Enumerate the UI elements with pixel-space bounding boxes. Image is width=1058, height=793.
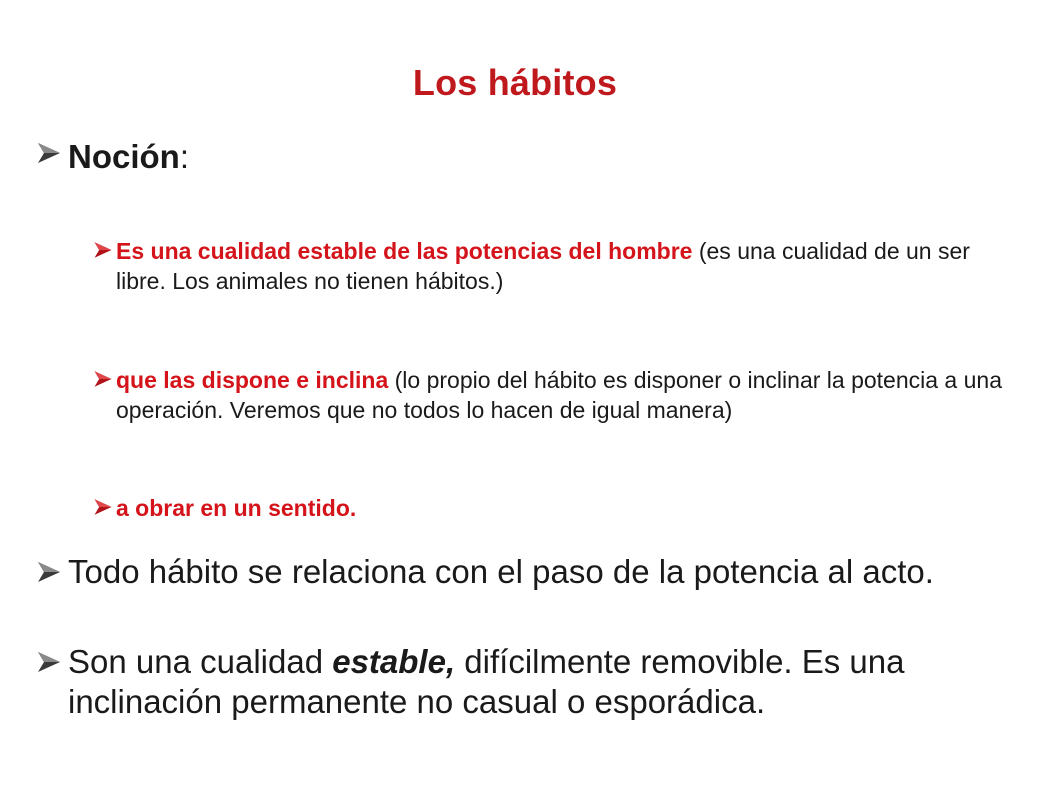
sub-bullet-cualidad	[93, 236, 1013, 296]
bullet-nocion	[36, 137, 1016, 177]
bullet-son-cualidad	[36, 642, 1016, 722]
son-emph: estable,	[332, 643, 456, 680]
son-before: Son una cualidad	[68, 643, 333, 680]
arrow-bullet-icon	[36, 649, 68, 675]
nocion-label: Noción	[68, 138, 180, 175]
arrow-bullet-icon	[93, 369, 116, 389]
arrow-bullet-icon	[36, 559, 68, 585]
sub1-highlight: Es una cualidad estable de las potencias del hombre	[116, 238, 693, 264]
sub3-highlight: a obrar en un sentido.	[116, 495, 357, 521]
son-after: difícilmente removible. Es una inclinación permanente no casual o esporádica.	[68, 643, 905, 720]
nocion-colon: :	[179, 138, 189, 175]
todo-text: Todo hábito se relaciona con el paso de la potencia al acto.	[68, 553, 934, 590]
sub-bullet-obrar	[93, 493, 1013, 523]
arrow-bullet-icon	[93, 240, 116, 260]
arrow-bullet-icon	[93, 497, 116, 517]
sub1-rest: (es una cualidad de un ser libre. Los animales no tienen hábitos.)	[116, 238, 970, 294]
arrow-bullet-icon	[36, 140, 68, 166]
bullet-todo-habito	[36, 552, 1016, 592]
sub2-highlight: que las dispone e inclina	[116, 367, 389, 393]
slide-title: Los hábitos	[412, 62, 618, 103]
sub-bullet-dispone	[93, 365, 1013, 425]
sub2-rest: (lo propio del hábito es disponer o inclinar la potencia a una operación. Veremos que no todos lo hacen de igual manera)	[116, 367, 1002, 423]
